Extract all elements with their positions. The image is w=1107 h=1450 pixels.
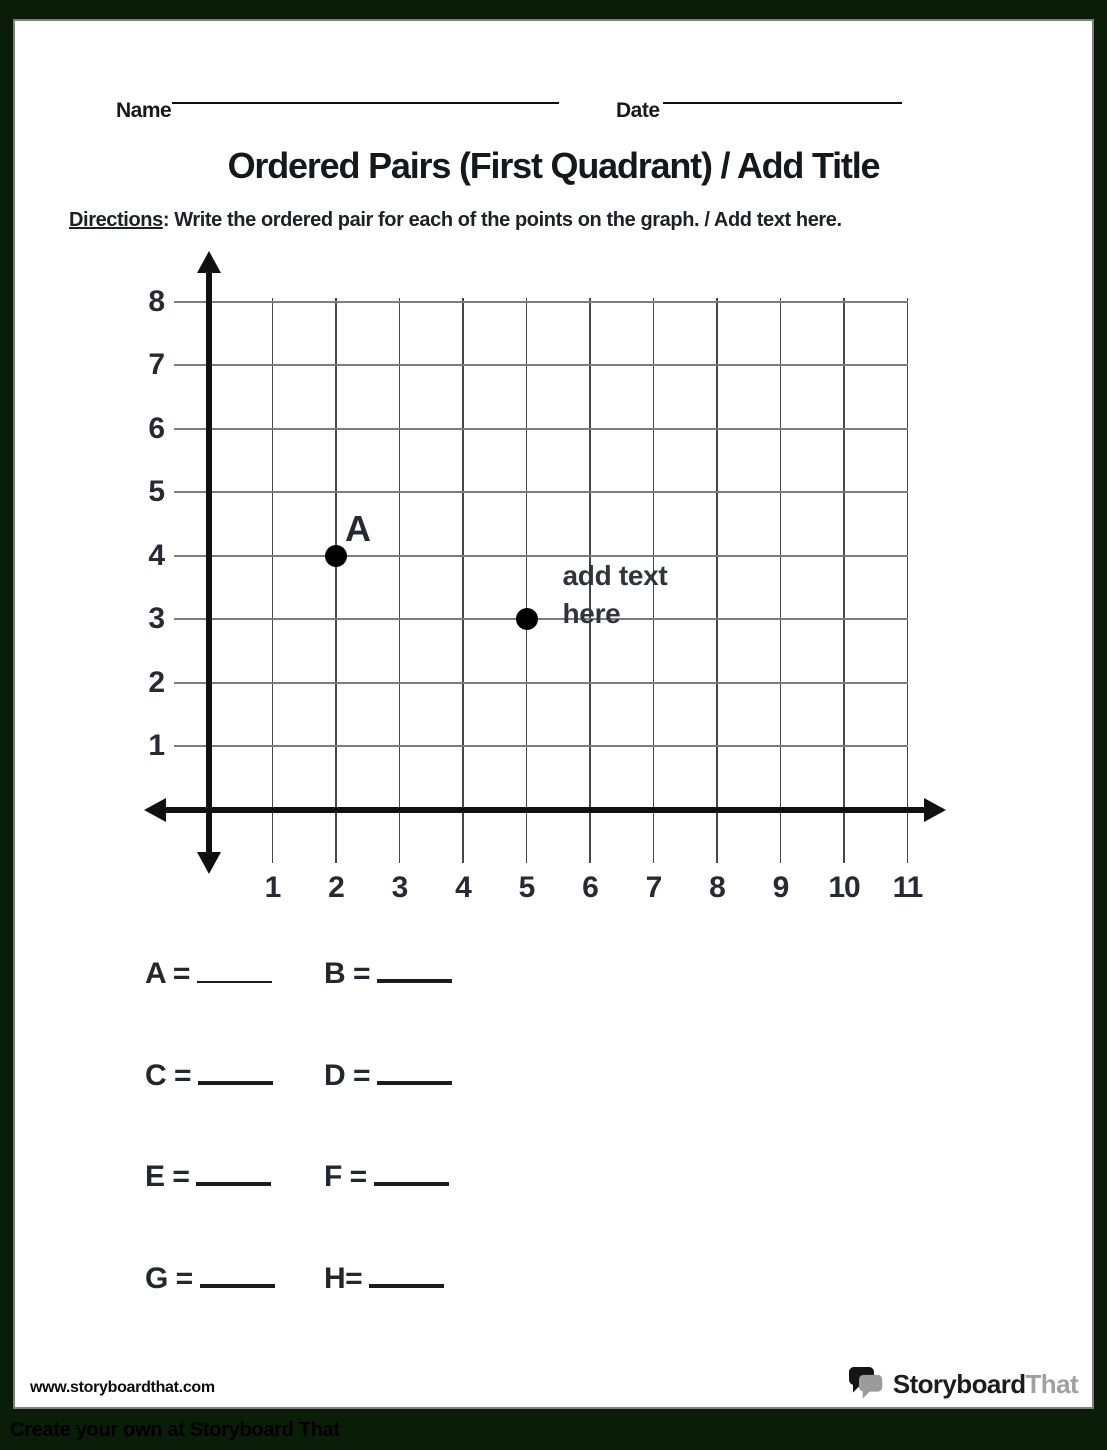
worksheet-title[interactable]: Ordered Pairs (First Quadrant) / Add Title bbox=[227, 145, 880, 186]
answer-label-D: D = bbox=[324, 1058, 371, 1092]
y-tick-label-5: 5 bbox=[148, 475, 164, 508]
y-tick-label-2: 2 bbox=[148, 665, 164, 699]
answer-row-C bbox=[145, 1059, 273, 1093]
answer-blank-D[interactable] bbox=[377, 1061, 452, 1085]
date-label: Date bbox=[616, 99, 660, 122]
x-tick-label-8: 8 bbox=[709, 871, 725, 904]
answer-label-H: H= bbox=[324, 1262, 363, 1296]
answer-blanks bbox=[15, 21, 1094, 1409]
y-tick-label-8: 8 bbox=[148, 284, 164, 318]
answer-row-H bbox=[324, 1262, 444, 1296]
answer-blank-E[interactable] bbox=[196, 1162, 271, 1186]
answer-row-B bbox=[324, 957, 452, 991]
create-your-own-tagline: Create your own at Storyboard That bbox=[10, 1419, 340, 1441]
answer-blank-F[interactable] bbox=[374, 1162, 449, 1186]
answer-blank-B[interactable] bbox=[377, 959, 452, 983]
name-label: Name bbox=[116, 99, 172, 122]
answer-label-G: G = bbox=[145, 1262, 193, 1296]
directions-text: : Write the ordered pair for each of the points on the graph. / Add text here. bbox=[162, 209, 842, 231]
directions-label: Directions bbox=[69, 209, 163, 231]
website-url[interactable]: www.storyboardthat.com bbox=[30, 1379, 215, 1396]
logo-text bbox=[893, 1365, 1078, 1403]
answer-blank-G[interactable] bbox=[200, 1264, 275, 1288]
speech-bubbles-icon bbox=[848, 1365, 886, 1403]
y-tick-label-4: 4 bbox=[148, 538, 164, 572]
answer-row-A bbox=[145, 957, 272, 991]
x-tick-label-1: 1 bbox=[264, 871, 281, 904]
answer-blank-A[interactable] bbox=[197, 959, 272, 983]
y-tick-label-6: 6 bbox=[148, 411, 164, 445]
x-tick-label-3: 3 bbox=[391, 871, 408, 904]
x-tick-label-5: 5 bbox=[518, 871, 535, 904]
logo-text-that: That bbox=[1025, 1369, 1078, 1399]
x-tick-label-9: 9 bbox=[772, 871, 789, 904]
answer-label-E: E = bbox=[145, 1160, 190, 1194]
answer-row-G bbox=[145, 1262, 275, 1296]
point-label-A: A bbox=[345, 507, 371, 549]
answer-label-F: F = bbox=[324, 1160, 367, 1194]
x-tick-label-10: 10 bbox=[828, 871, 860, 904]
x-tick-label-11: 11 bbox=[892, 871, 923, 904]
x-tick-label-7: 7 bbox=[645, 871, 662, 904]
y-tick-label-3: 3 bbox=[148, 602, 164, 635]
logo-text-storyboard: Storyboard bbox=[892, 1369, 1026, 1399]
y-tick-label-1: 1 bbox=[148, 729, 164, 762]
answer-blank-H[interactable] bbox=[369, 1264, 444, 1288]
point-annotation-placeholder[interactable]: add text here bbox=[562, 560, 668, 629]
answer-blank-C[interactable] bbox=[198, 1061, 273, 1085]
answer-row-E bbox=[145, 1160, 271, 1194]
answer-row-F bbox=[324, 1160, 449, 1194]
y-tick-label-7: 7 bbox=[148, 348, 164, 381]
storyboardthat-logo[interactable] bbox=[848, 1365, 1078, 1403]
answer-row-D bbox=[324, 1059, 452, 1093]
answer-label-C: C = bbox=[145, 1058, 192, 1092]
x-tick-label-2: 2 bbox=[328, 871, 344, 904]
answer-label-B: B = bbox=[324, 957, 371, 990]
worksheet-page bbox=[13, 19, 1094, 1409]
x-tick-label-6: 6 bbox=[582, 871, 598, 904]
x-tick-label-4: 4 bbox=[455, 871, 471, 904]
answer-label-A: A = bbox=[145, 957, 190, 990]
